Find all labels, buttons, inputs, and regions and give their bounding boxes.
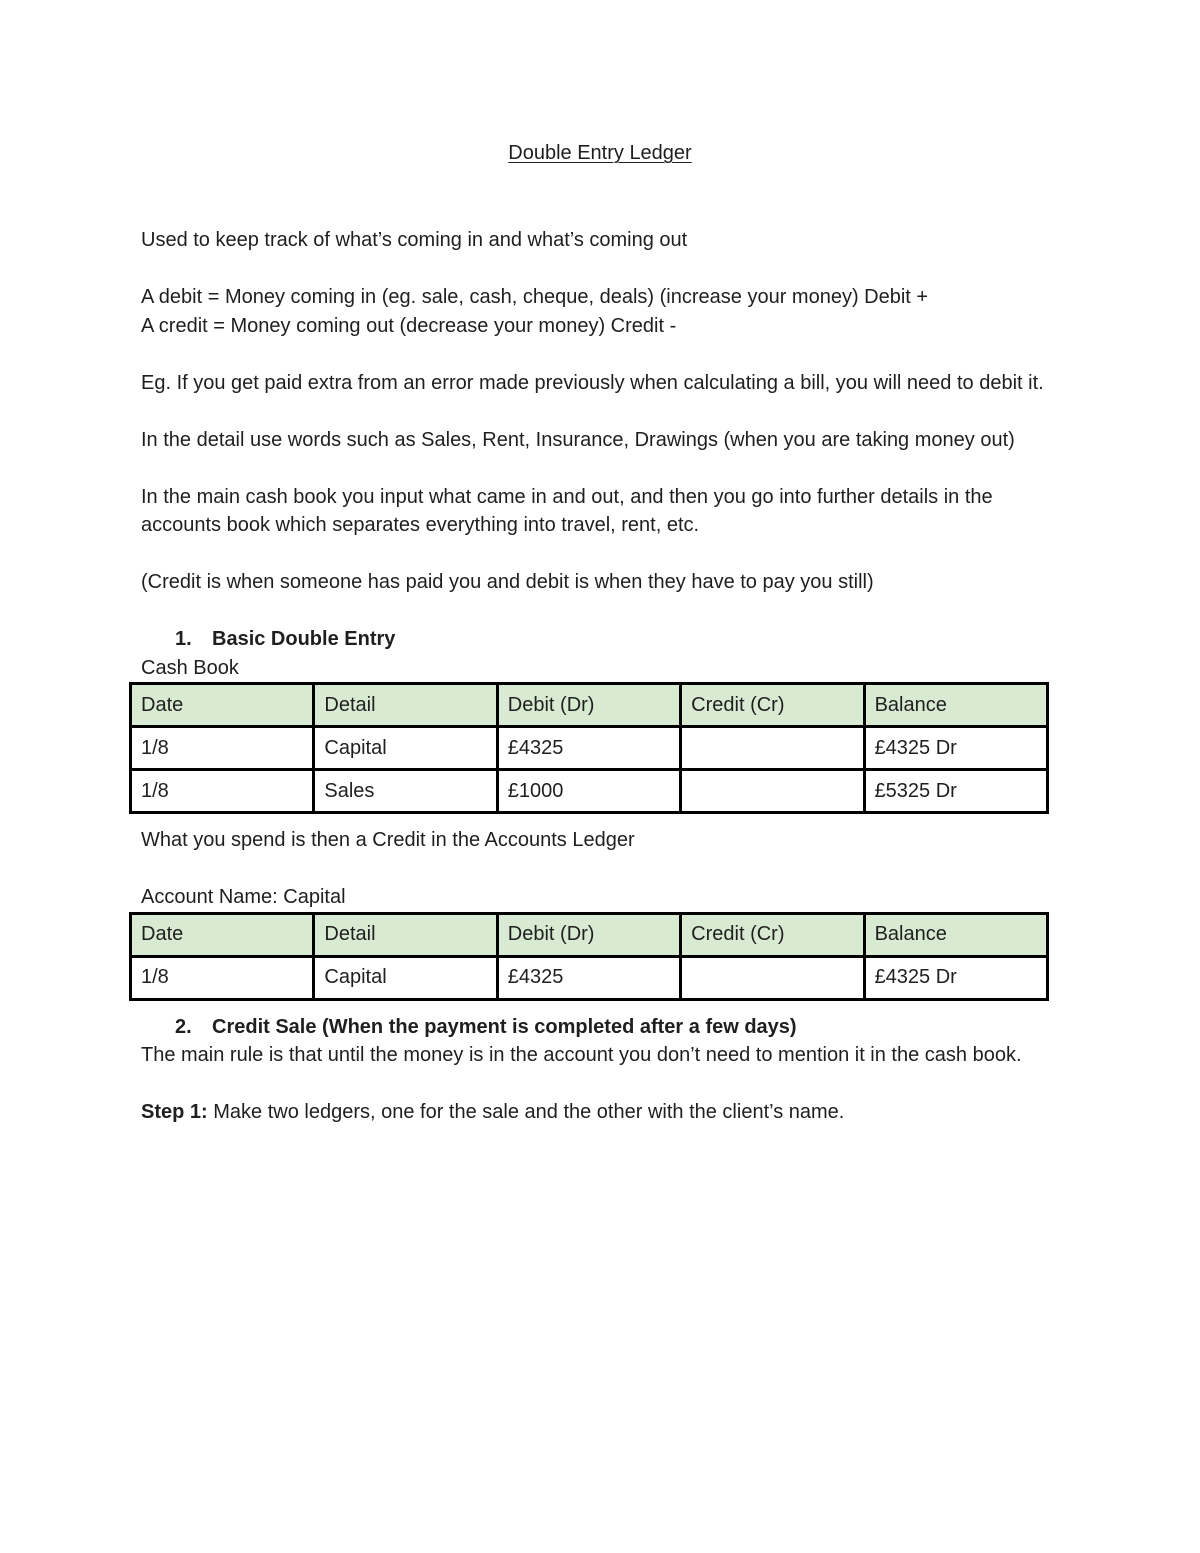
step-1-text: Make two ledgers, one for the sale and the other with the client’s name. [207, 1101, 845, 1123]
table-header-row [131, 913, 1048, 956]
column-header: Date [131, 684, 314, 727]
accounts-ledger-note: What you spend is then a Credit in the Accounts Ledger [141, 829, 635, 851]
table-row [131, 727, 1048, 770]
table-cell: Sales [314, 770, 497, 813]
column-header: Balance [864, 913, 1047, 956]
credit-definition: A credit = Money coming out (decrease your money) Credit - [141, 314, 677, 337]
document-title: Double Entry Ledger [508, 142, 692, 164]
table-cell: £4325 Dr [864, 956, 1047, 999]
step-1-paragraph [141, 1098, 1051, 1127]
cash-book-table [129, 682, 1049, 814]
main-rule-paragraph: The main rule is that until the money is in the account you don’t need to mention it in the cash book. [141, 1044, 1022, 1066]
table-cell [681, 727, 864, 770]
table-cell [681, 770, 864, 813]
table-cell: 1/8 [131, 956, 314, 999]
section-title: Credit Sale (When the payment is completed after a few days) [212, 1015, 797, 1038]
detail-words-paragraph: In the detail use words such as Sales, Rent, Insurance, Drawings (when you are taking money out) [141, 428, 1015, 451]
column-header: Date [131, 913, 314, 956]
example-paragraph: Eg. If you get paid extra from an error made previously when calculating a bill, you will need to debit it. [141, 371, 1044, 394]
table-cell: £4325 Dr [864, 727, 1047, 770]
column-header: Credit (Cr) [681, 684, 864, 727]
column-header: Credit (Cr) [681, 913, 864, 956]
table-cell: £4325 [497, 956, 680, 999]
column-header: Detail [314, 684, 497, 727]
cash-book-paragraph: In the main cash book you input what came in and out, and then you go into further details in the accounts book which separates everything into travel, rent, etc. [141, 485, 993, 536]
capital-account-table [129, 912, 1049, 1001]
cash-book-label: Cash Book [141, 656, 239, 679]
table-cell: £5325 Dr [864, 770, 1047, 813]
section-number: 1. [175, 628, 192, 650]
table-header-row [131, 684, 1048, 727]
account-name-label: Account Name: Capital [141, 886, 346, 908]
section-number: 2. [175, 1015, 192, 1038]
intro-paragraph: Used to keep track of what’s coming in and what’s coming out [141, 229, 688, 251]
table-cell: 1/8 [131, 727, 314, 770]
column-header: Debit (Dr) [497, 913, 680, 956]
column-header: Debit (Dr) [497, 684, 680, 727]
debit-definition: A debit = Money coming in (eg. sale, cash, cheque, deals) (increase your money) Debit + [141, 286, 929, 308]
document-body [141, 226, 1051, 1127]
section-title: Basic Double Entry [212, 628, 396, 650]
column-header: Detail [314, 913, 497, 956]
section-heading-credit-sale [141, 1013, 1051, 1042]
table-cell [681, 956, 864, 999]
table-cell: Capital [314, 727, 497, 770]
table-row [131, 770, 1048, 813]
table-row [131, 956, 1048, 999]
table-cell: 1/8 [131, 770, 314, 813]
section-heading-basic-double-entry [141, 625, 1051, 654]
column-header: Balance [864, 684, 1047, 727]
step-1-label: Step 1: [141, 1101, 208, 1123]
table-cell: Capital [314, 956, 497, 999]
table-cell: £4325 [497, 727, 680, 770]
table-cell: £1000 [497, 770, 680, 813]
credit-debit-note: (Credit is when someone has paid you and debit is when they have to pay you still) [141, 571, 874, 593]
